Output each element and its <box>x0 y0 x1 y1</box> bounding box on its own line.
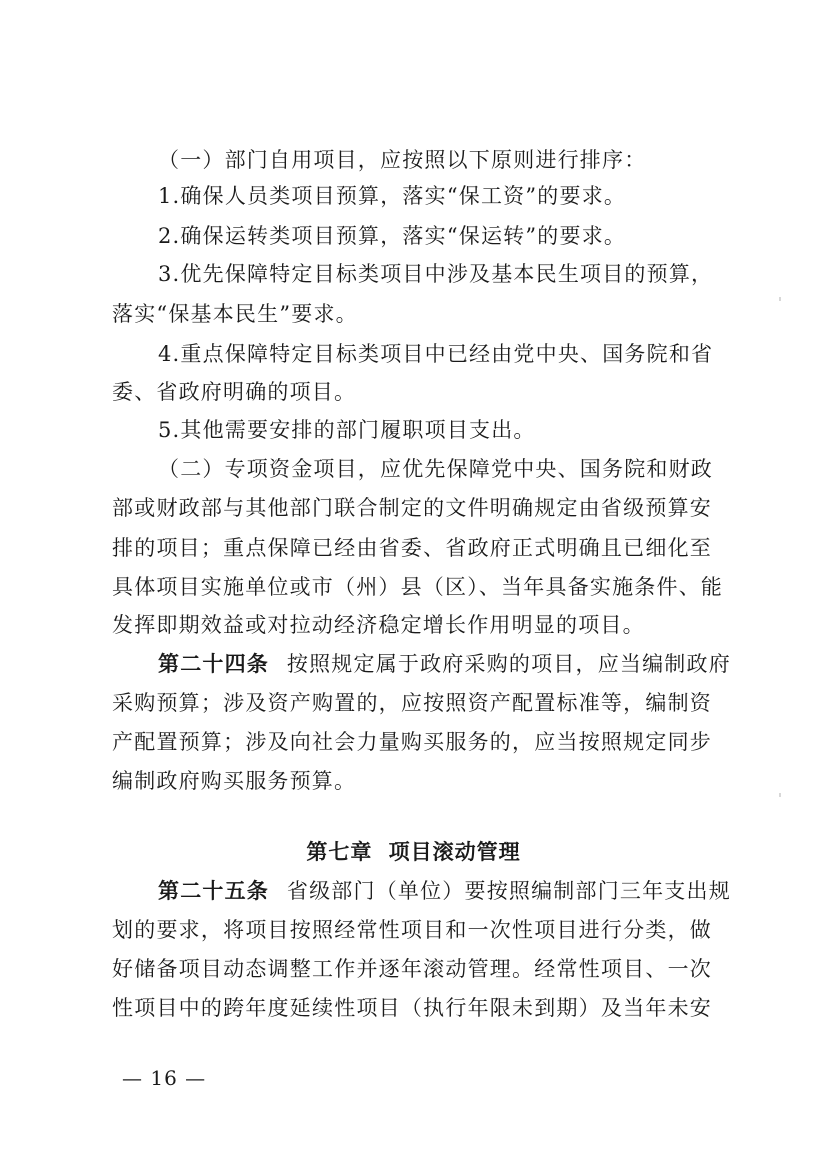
article-24-line-3: 产配置预算；涉及向社会力量购买服务的，应当按照规定同步 <box>112 730 712 754</box>
article-24-line-1 <box>158 652 731 676</box>
section-two-line-4: 具体项目实施单位或市（州）县（区）、当年具备实施条件、能 <box>112 575 724 599</box>
article-24-first-text: 按照规定属于政府采购的项目，应当编制政府 <box>286 652 731 676</box>
section-one-heading: （一）部门自用项目，应按照以下原则进行排序： <box>158 148 647 172</box>
item-4-line-2: 委、省政府明确的项目。 <box>112 380 357 404</box>
chapter-number: 第七章 <box>306 840 373 864</box>
item-3-line-2: 落实“保基本民生”要求。 <box>112 302 358 326</box>
item-4-line-1: 4.重点保障特定目标类项目中已经由党中央、国务院和省 <box>158 342 714 366</box>
item-5: 5.其他需要安排的部门履职项目支出。 <box>158 418 536 442</box>
article-24-label: 第二十四条 <box>158 652 269 676</box>
item-3-line-1: 3.优先保障特定目标类项目中涉及基本民生项目的预算， <box>158 262 714 286</box>
article-24-line-2: 采购预算；涉及资产购置的，应按照资产配置标准等，编制资 <box>112 691 712 715</box>
article-25-line-1 <box>158 879 731 903</box>
article-25-line-4: 性项目中的跨年度延续性项目（执行年限未到期）及当年未安 <box>112 996 712 1020</box>
item-1: 1.确保人员类项目预算，落实“保工资”的要求。 <box>158 184 627 208</box>
page-number: — 16 — <box>122 1066 207 1090</box>
section-two-line-3: 排的项目；重点保障已经由省委、省政府正式明确且已细化至 <box>112 536 712 560</box>
article-25-first-text: 省级部门（单位）要按照编制部门三年支出规 <box>286 879 731 903</box>
scan-mark <box>779 297 781 301</box>
section-two-line-2: 部或财政部与其他部门联合制定的文件明确规定由省级预算安 <box>112 496 712 520</box>
section-two-line-1: （二）专项资金项目，应优先保障党中央、国务院和财政 <box>158 457 713 481</box>
item-2: 2.确保运转类项目预算，落实“保运转”的要求。 <box>158 224 627 248</box>
article-24-line-4: 编制政府购买服务预算。 <box>112 769 357 793</box>
article-25-label: 第二十五条 <box>158 879 269 903</box>
chapter-heading <box>0 840 827 864</box>
chapter-title: 项目滚动管理 <box>388 840 521 864</box>
article-25-line-3: 好储备项目动态调整工作并逐年滚动管理。经常性项目、一次 <box>112 957 712 981</box>
section-two-line-5: 发挥即期效益或对拉动经济稳定增长作用明显的项目。 <box>112 613 645 637</box>
scan-mark <box>779 793 781 797</box>
article-25-line-2: 划的要求，将项目按照经常性项目和一次性项目进行分类，做 <box>112 918 712 942</box>
